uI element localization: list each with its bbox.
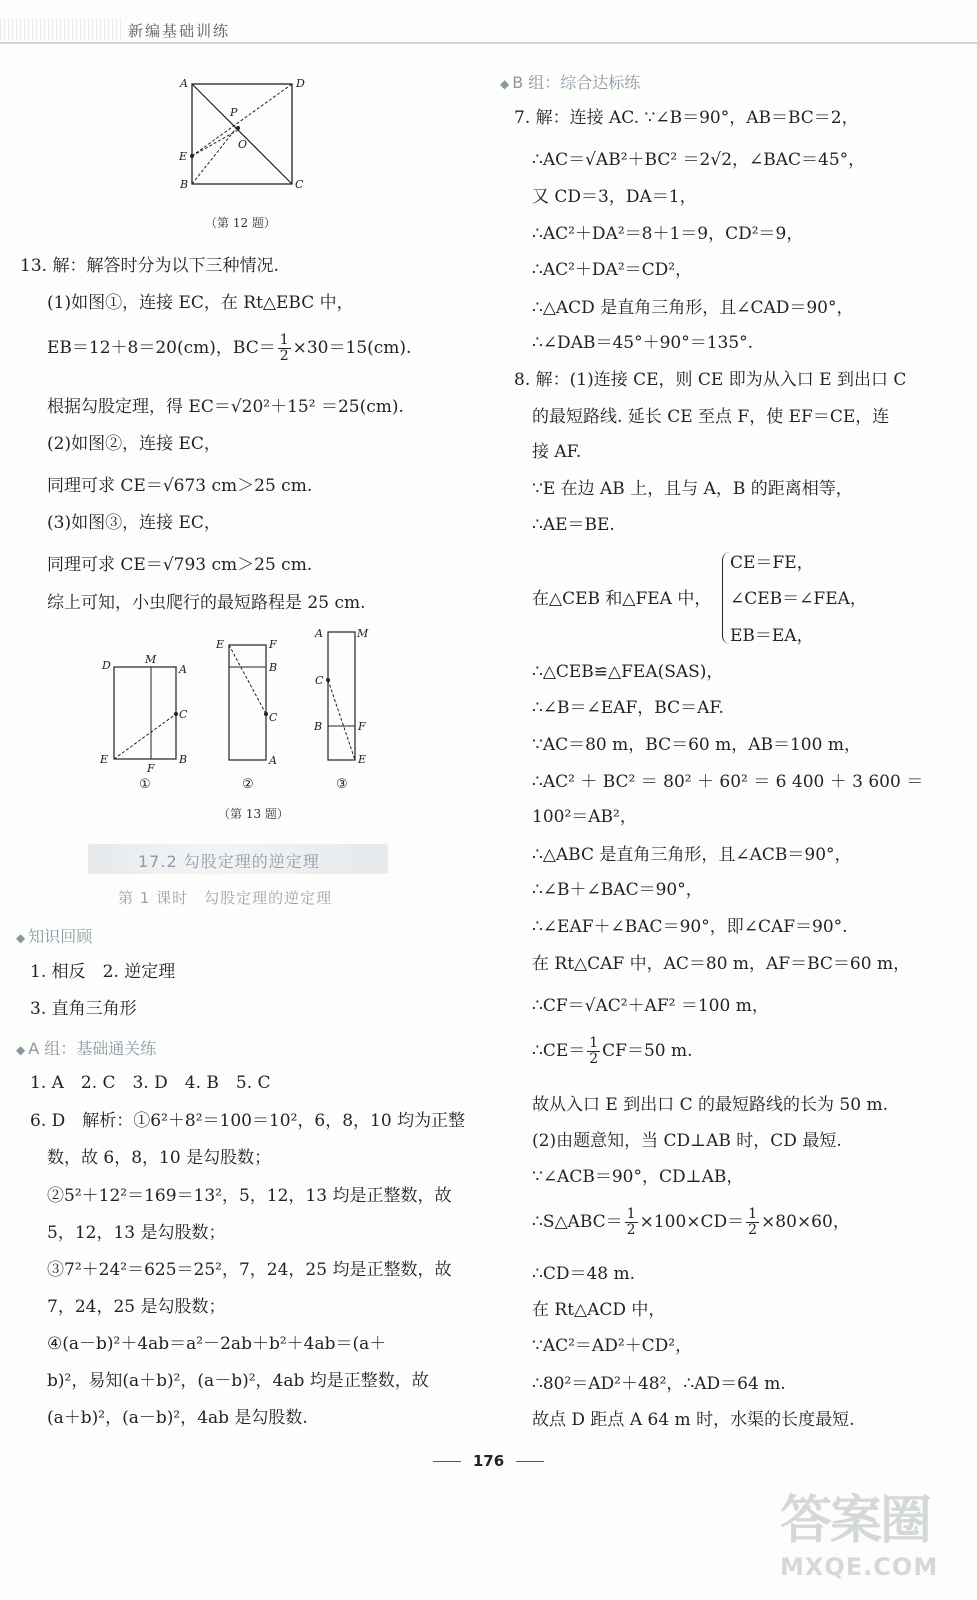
brace-item-2: ∠CEB＝∠FEA， <box>730 589 867 609</box>
q8-line-6: ∴△CEB≌△FEA(SAS)， <box>532 662 724 682</box>
q8-line-4: ∵E 在边 AB 上，且与 A，B 的距离相等， <box>532 479 853 499</box>
answers-1-5: 1. A 2. C 3. D 4. B 5. C <box>30 1073 271 1093</box>
q8-line-12: ∴∠B＋∠BAC＝90°， <box>532 880 703 900</box>
fig12-label-e: E <box>179 150 188 163</box>
q13-line-1: 13. 解：解答时分为以下三种情况. <box>20 256 279 276</box>
fig13-d2-label-a: A <box>269 754 277 767</box>
q8-line-19: ∴CD＝48 m. <box>532 1264 636 1284</box>
fig13-d3-label-c: C <box>315 674 324 687</box>
q13-line-3: EB＝12＋8＝20(cm)，BC＝ $\frac{1}{2}$ ×30＝15(cm). <box>47 332 412 364</box>
fig12-label-p: P <box>230 106 238 119</box>
fig13-d3-label-m: M <box>357 627 369 640</box>
fig13-d1-number: ① <box>139 777 151 792</box>
fig13-d3-label-f: F <box>358 720 366 733</box>
q8-ce-line: ∴CE＝ $\frac{1}{2}$ CF＝50 m. <box>532 1035 693 1067</box>
q6-line-7: ④(a－b)²＋4ab＝a²－2ab＋b²＋4ab＝(a＋ <box>47 1334 387 1354</box>
brace-item-3: EB＝EA， <box>730 626 814 646</box>
fig13-d3-label-e: E <box>358 753 367 766</box>
q8-line-8: ∵AC＝80 m，BC＝60 m，AB＝100 m， <box>532 735 861 755</box>
fraction: $\frac{1}{2}$ <box>748 1206 758 1238</box>
q6-line-3: ②5²＋12²＝169＝13²，5，12，13 均是正整数，故 <box>47 1186 452 1206</box>
watermark-url: MXQE.COM <box>780 1553 939 1581</box>
q7-line-3: 又 CD＝3，DA＝1， <box>532 187 697 207</box>
fig12-caption: （第 12 题） <box>205 216 276 230</box>
fig12-label-c: C <box>295 178 304 191</box>
q13-line-9: 综上可知，小虫爬行的最短路程是 25 cm. <box>47 593 366 613</box>
fig13-d2-number: ② <box>242 777 254 792</box>
fig12-label-a: A <box>180 77 188 90</box>
q8-line-22: ∴80²＝AD²＋48²，∴AD＝64 m. <box>532 1374 786 1394</box>
q7-line-1: 7. 解：连接 AC. ∵∠B＝90°，AB＝BC＝2， <box>514 108 859 128</box>
fig13-caption: （第 13 题） <box>218 807 289 821</box>
fig13-d1-label-c: C <box>179 708 188 721</box>
fig12-label-o: O <box>238 138 248 151</box>
fig12-label-d: D <box>296 77 305 90</box>
review-heading: ◆ 知识回顾 <box>16 927 93 946</box>
lesson-title: 第 1 课时 勾股定理的逆定理 <box>118 889 333 907</box>
header-title: 新编基础训练 <box>128 22 231 40</box>
q7-line-2: ∴AC＝√AB²＋BC² ＝2√2，∠BAC＝45°， <box>532 150 866 170</box>
fig13-d2-label-c: C <box>269 711 278 724</box>
page-number: 176 <box>0 1452 977 1470</box>
q13-line-5: (2)如图②，连接 EC， <box>47 434 221 454</box>
fig13-d1-label-b: B <box>179 753 188 766</box>
q13-line-7: (3)如图③，连接 EC， <box>47 513 221 533</box>
q8-line-15: ∴CF＝√AC²＋AF² ＝100 m， <box>532 996 769 1016</box>
q7-line-7: ∴∠DAB＝45°＋90°＝135°. <box>532 333 754 353</box>
fig13-d3-number: ③ <box>336 777 348 792</box>
fig13-d3-label-a: A <box>315 627 323 640</box>
q8-line-11: ∴△ABC 是直角三角形，且∠ACB＝90°， <box>532 845 852 865</box>
diamond-icon: ◆ <box>16 1043 26 1057</box>
q8-line-10: 100²＝AB²， <box>532 807 637 827</box>
q6-line-9: (a＋b)²，(a－b)²，4ab 是勾股数. <box>47 1408 308 1428</box>
q6-line-8: b)²，易知(a＋b)²，(a－b)²，4ab 均是正整数，故 <box>47 1371 429 1391</box>
fig13-d1-label-m: M <box>145 653 157 666</box>
brace-item-1: CE＝FE， <box>730 553 814 573</box>
q13-line-2: (1)如图①，连接 EC，在 Rt△EBC 中， <box>47 293 354 313</box>
fig13-d2-label-e: E <box>216 638 225 651</box>
fig13-d2-label-b: B <box>269 661 278 674</box>
fraction: $\frac{1}{2}$ <box>279 332 289 364</box>
q8-line-13: ∴∠EAF＋∠BAC＝90°，即∠CAF＝90°. <box>532 917 848 937</box>
figure-12 <box>170 74 320 204</box>
section-title: 17.2 勾股定理的逆定理 <box>138 852 320 871</box>
q8-line-3: 接 AF. <box>532 442 582 462</box>
q8-line-18: ∵∠ACB＝90°，CD⊥AB， <box>532 1167 744 1187</box>
watermark <box>780 1478 960 1588</box>
q8-line-17: (2)由题意知，当 CD⊥AB 时，CD 最短. <box>532 1131 842 1151</box>
q7-line-6: ∴△ACD 是直角三角形，且∠CAD＝90°， <box>532 298 854 318</box>
q8-line-20: 在 Rt△ACD 中， <box>532 1300 666 1320</box>
fraction: $\frac{1}{2}$ <box>589 1035 599 1067</box>
q8-line-1: 8. 解：(1)连接 CE，则 CE 即为从入口 E 到出口 C <box>514 370 907 390</box>
q13-line-8: 同理可求 CE＝√793 cm＞25 cm. <box>47 555 313 575</box>
section-title-banner <box>88 844 388 874</box>
q6-line-6: 7，24，25 是勾股数； <box>47 1297 226 1317</box>
review-line-2: 3. 直角三角形 <box>30 999 137 1019</box>
q6-line-1: 6. D 解析：①6²＋8²＝100＝10²，6，8，10 均为正整 <box>30 1111 466 1131</box>
diamond-icon: ◆ <box>500 77 510 91</box>
fig12-label-b: B <box>180 178 189 191</box>
review-line-1: 1. 相反 2. 逆定理 <box>30 962 176 982</box>
fig13-d1-label-d: D <box>102 659 111 672</box>
brace-lead: 在△CEB 和△FEA 中， <box>532 589 712 609</box>
fig13-d2-label-f: F <box>269 638 277 651</box>
header-rule <box>0 42 977 44</box>
q8-area-line: ∴S△ABC＝ $\frac{1}{2}$ ×100×CD＝ $\frac{1}{2}$ ×80×60， <box>532 1206 850 1238</box>
fig13-d1-label-e: E <box>100 753 109 766</box>
q8-line-16: 故从入口 E 到出口 C 的最短路线的长为 50 m. <box>532 1095 888 1115</box>
header-pattern <box>0 18 122 40</box>
q8-line-7: ∴∠B＝∠EAF，BC＝AF. <box>532 698 724 718</box>
group-b-heading: ◆ B 组：综合达标练 <box>500 73 641 92</box>
figure-13 <box>94 622 384 797</box>
q8-line-21: ∵AC²＝AD²＋CD²， <box>532 1336 693 1356</box>
q8-line-23: 故点 D 距点 A 64 m 时，水渠的长度最短. <box>532 1410 855 1430</box>
diamond-icon: ◆ <box>16 931 26 945</box>
q13-line-6: 同理可求 CE＝√673 cm＞25 cm. <box>47 476 313 496</box>
group-a-heading: ◆ A 组：基础通关练 <box>16 1039 157 1058</box>
q8-line-5: ∴AE＝BE. <box>532 515 615 535</box>
fig13-d1-label-f: F <box>147 762 155 775</box>
q7-line-5: ∴AC²＋DA²＝CD²， <box>532 260 693 280</box>
page-header <box>0 0 977 48</box>
fraction: $\frac{1}{2}$ <box>626 1206 636 1238</box>
q8-line-14: 在 Rt△CAF 中，AC＝80 m，AF＝BC＝60 m， <box>532 954 911 974</box>
q6-line-4: 5，12，13 是勾股数； <box>47 1223 226 1243</box>
q13-line-4: 根据勾股定理，得 EC＝√20²＋15² ＝25(cm). <box>47 397 404 417</box>
fig13-d3-label-b: B <box>314 720 323 733</box>
q6-line-2: 数，故 6，8，10 是勾股数； <box>47 1148 272 1168</box>
q6-line-5: ③7²＋24²＝625＝25²，7，24，25 均是正整数，故 <box>47 1260 452 1280</box>
q8-line-2: 的最短路线. 延长 CE 至点 F，使 EF＝CE，连 <box>532 407 890 427</box>
fig13-d1-label-a: A <box>179 663 187 676</box>
q7-line-4: ∴AC²＋DA²＝8＋1＝9，CD²＝9， <box>532 224 804 244</box>
q8-line-9: ∴AC² ＋ BC² ＝ 80² ＋ 60² ＝ 6 400 ＋ 3 600 ＝ <box>532 772 924 792</box>
watermark-logo: 答案圈 <box>780 1491 931 1551</box>
